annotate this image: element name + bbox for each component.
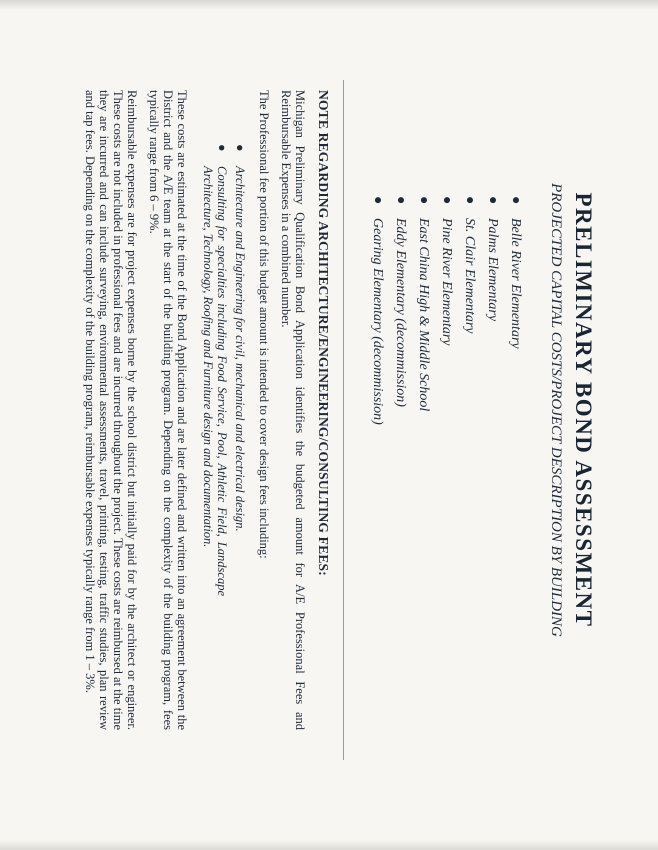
school-name: Eddy Elementary (decommission) — [393, 218, 408, 407]
bullet-icon: ● — [393, 196, 408, 205]
school-name: Pine River Elementary — [439, 218, 454, 346]
school-name: Belle River Elementary — [508, 218, 523, 349]
school-name: St. Clair Elementary — [462, 218, 477, 334]
bullet-icon: ● — [370, 196, 385, 205]
list-item — [366, 196, 389, 730]
school-list — [366, 196, 527, 730]
bullet-icon: ● — [215, 144, 229, 152]
list-item — [233, 144, 247, 596]
fee-item: Consulting for specialties including Food Service, Pool, Athletic Field, Landscape Architecture, Technology, Roofing and Furniture design and documentation. — [201, 166, 229, 596]
fee-item: Architecture and Engineering for civil, mechanical and electrical design. — [233, 166, 247, 532]
paragraph-costs-estimated: These costs are estimated at the time of the Bond Application and are later defined and written into an agreement between the District and the A/E team at the start of the building program. Depending on the complexity of the building program, fees typically range from 6 – 9%. — [147, 90, 189, 730]
fee-list — [201, 144, 247, 596]
bullet-icon: ● — [462, 196, 477, 205]
bullet-icon: ● — [439, 196, 454, 205]
school-name: Gearing Elementary (decommission) — [370, 218, 385, 425]
paragraph-professional-fee: The Professional fee portion of this budget amount is intended to cover design fees including: — [257, 90, 271, 559]
school-name: Palms Elementary — [485, 218, 500, 322]
list-item — [201, 144, 229, 596]
school-name: East China High & Middle School — [416, 218, 431, 412]
list-item — [458, 196, 481, 730]
list-item — [389, 196, 412, 730]
page-title: PRELIMINARY BOND ASSESSMENT — [571, 192, 596, 628]
list-item — [504, 196, 527, 730]
list-item — [481, 196, 504, 730]
bullet-icon: ● — [416, 196, 431, 205]
list-item — [412, 196, 435, 730]
note-heading: NOTE REGARDING ARCHITECTURE/ENGINEERING/CONSULTING FEES: — [316, 90, 331, 576]
bullet-icon: ● — [485, 196, 500, 205]
page-subtitle: PROJECTED CAPITAL COSTS/PROJECT DESCRIPTION BY BUILDING — [548, 183, 564, 637]
list-item — [435, 196, 458, 730]
bullet-icon: ● — [508, 196, 523, 205]
paragraph-reimbursable: Reimbursable expenses are for project expenses borne by the school district but initially paid for by the architect or engineer. These costs are not included in professional fees and are incurred throughout the project. These costs are reimbursed at the time they are incurred and can include surveying, environmental assessments, travel, printing, testing, traffic studies, plan review and tap fees. Depending on the complexity of the building program, reimbursable expenses typically range from 1 – 3%. — [83, 90, 139, 730]
bullet-icon: ● — [233, 144, 247, 152]
section-divider — [343, 80, 344, 760]
paragraph-qualification: Michigan Preliminary Qualification Bond Application identifies the budgeted amount for A/E Professional Fees and Reimbursable Expenses in a combined number. — [279, 90, 307, 730]
page-content — [83, 90, 596, 730]
